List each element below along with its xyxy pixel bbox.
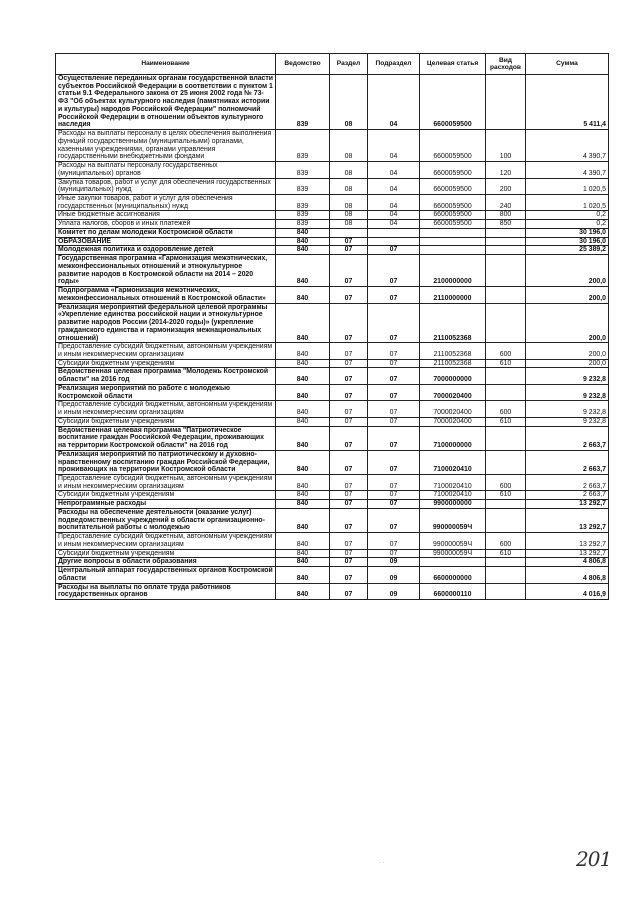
header-department: Ведомство bbox=[276, 54, 330, 75]
row-target-article-cell: 7100020410 bbox=[420, 491, 486, 500]
row-section-cell: 08 bbox=[330, 130, 368, 162]
row-expense-type-cell bbox=[486, 255, 526, 287]
row-section-cell: 07 bbox=[330, 500, 368, 509]
row-amount-cell: 30 196,0 bbox=[526, 237, 609, 246]
header-expense-type: Вид расходов bbox=[486, 54, 526, 75]
row-amount-cell: 13 292,7 bbox=[526, 549, 609, 558]
table-row bbox=[56, 583, 609, 599]
row-amount-cell: 1 020,5 bbox=[526, 195, 609, 211]
row-section-cell: 07 bbox=[330, 287, 368, 303]
row-department-cell: 840 bbox=[276, 567, 330, 583]
header-target-article: Целевая статья bbox=[420, 54, 486, 75]
row-department-cell: 839 bbox=[276, 211, 330, 220]
row-section-cell: 07 bbox=[330, 255, 368, 287]
row-name-cell: Расходы на выплаты персоналу государственных (муниципальных) органов bbox=[56, 162, 276, 178]
row-department-cell: 840 bbox=[276, 359, 330, 368]
row-name-cell: Подпрограмма «Гармонизация межэтнических, межконфессиональных отношений в Костромской области» bbox=[56, 287, 276, 303]
row-name-cell: Расходы на выплаты по оплате труда работников государственных органов bbox=[56, 583, 276, 599]
row-section-cell: 07 bbox=[330, 426, 368, 450]
row-expense-type-cell: 610 bbox=[486, 417, 526, 426]
table-row bbox=[56, 178, 609, 194]
row-target-article-cell bbox=[420, 246, 486, 255]
row-section-cell: 08 bbox=[330, 195, 368, 211]
row-section-cell: 07 bbox=[330, 508, 368, 532]
row-name-cell: Реализация мероприятий по работе с молодежью Костромской области bbox=[56, 384, 276, 400]
row-expense-type-cell: 610 bbox=[486, 491, 526, 500]
row-target-article-cell: 2100000000 bbox=[420, 255, 486, 287]
row-section-cell: 07 bbox=[330, 359, 368, 368]
table-row bbox=[56, 368, 609, 384]
row-expense-type-cell: 200 bbox=[486, 178, 526, 194]
row-section-cell: 07 bbox=[330, 558, 368, 567]
row-expense-type-cell bbox=[486, 75, 526, 130]
row-amount-cell: 200,0 bbox=[526, 287, 609, 303]
row-department-cell: 840 bbox=[276, 303, 330, 343]
row-name-cell: Предоставление субсидий бюджетным, автономным учреждениям и иным некоммерческим организациям bbox=[56, 343, 276, 359]
row-name-cell: Иные закупки товаров, работ и услуг для обеспечения государственных (муниципальных) нужд bbox=[56, 195, 276, 211]
row-expense-type-cell: 600 bbox=[486, 401, 526, 417]
row-expense-type-cell: 600 bbox=[486, 343, 526, 359]
row-target-article-cell: 7000020400 bbox=[420, 384, 486, 400]
row-section-cell: 07 bbox=[330, 567, 368, 583]
row-department-cell: 840 bbox=[276, 343, 330, 359]
header-amount: Сумма bbox=[526, 54, 609, 75]
table-row bbox=[56, 500, 609, 509]
table-row bbox=[56, 384, 609, 400]
row-department-cell: 840 bbox=[276, 558, 330, 567]
row-target-article-cell: 2110052368 bbox=[420, 359, 486, 368]
row-department-cell: 839 bbox=[276, 178, 330, 194]
row-department-cell: 840 bbox=[276, 287, 330, 303]
row-expense-type-cell bbox=[486, 237, 526, 246]
row-target-article-cell: 2110052368 bbox=[420, 303, 486, 343]
row-expense-type-cell: 610 bbox=[486, 359, 526, 368]
row-section-cell: 07 bbox=[330, 303, 368, 343]
row-department-cell: 840 bbox=[276, 583, 330, 599]
row-target-article-cell bbox=[420, 228, 486, 237]
row-name-cell: ОБРАЗОВАНИЕ bbox=[56, 237, 276, 246]
row-name-cell: Ведомственная целевая программа "Молодежь Костромской области" на 2016 год bbox=[56, 368, 276, 384]
row-name-cell: Субсидии бюджетным учреждениям bbox=[56, 417, 276, 426]
row-expense-type-cell bbox=[486, 508, 526, 532]
row-target-article-cell: 7000020400 bbox=[420, 417, 486, 426]
row-name-cell: Расходы на обеспечение деятельности (оказание услуг) подведомственных учреждений в области организационно-воспитательной работы с молодежью bbox=[56, 508, 276, 532]
row-subsection-cell: 04 bbox=[368, 162, 420, 178]
header-section: Раздел bbox=[330, 54, 368, 75]
row-expense-type-cell: 120 bbox=[486, 162, 526, 178]
row-target-article-cell: 6600059500 bbox=[420, 130, 486, 162]
row-department-cell: 839 bbox=[276, 75, 330, 130]
row-subsection-cell: 07 bbox=[368, 549, 420, 558]
row-expense-type-cell bbox=[486, 583, 526, 599]
table-row bbox=[56, 417, 609, 426]
row-section-cell bbox=[330, 228, 368, 237]
row-department-cell: 840 bbox=[276, 426, 330, 450]
row-section-cell: 08 bbox=[330, 211, 368, 220]
row-amount-cell: 9 232,8 bbox=[526, 368, 609, 384]
row-name-cell: Предоставление субсидий бюджетным, автономным учреждениям и иным некоммерческим организациям bbox=[56, 533, 276, 549]
table-row bbox=[56, 130, 609, 162]
row-amount-cell: 200,0 bbox=[526, 359, 609, 368]
row-name-cell: Субсидии бюджетным учреждениям bbox=[56, 549, 276, 558]
row-subsection-cell: 07 bbox=[368, 246, 420, 255]
row-target-article-cell: 9900000000 bbox=[420, 500, 486, 509]
row-amount-cell: 4 806,8 bbox=[526, 567, 609, 583]
row-department-cell: 840 bbox=[276, 237, 330, 246]
table-row bbox=[56, 491, 609, 500]
table-row bbox=[56, 195, 609, 211]
row-target-article-cell: 6600059500 bbox=[420, 178, 486, 194]
row-department-cell: 840 bbox=[276, 384, 330, 400]
row-amount-cell: 0,2 bbox=[526, 211, 609, 220]
row-target-article-cell: 990000059Ч bbox=[420, 533, 486, 549]
row-section-cell: 08 bbox=[330, 220, 368, 229]
row-amount-cell: 2 663,7 bbox=[526, 450, 609, 474]
row-amount-cell: 2 663,7 bbox=[526, 474, 609, 490]
row-amount-cell: 9 232,8 bbox=[526, 384, 609, 400]
row-amount-cell: 4 016,9 bbox=[526, 583, 609, 599]
row-target-article-cell: 6600059500 bbox=[420, 162, 486, 178]
scan-mark: · · bbox=[379, 860, 385, 866]
row-name-cell: Непрограммные расходы bbox=[56, 500, 276, 509]
row-department-cell: 839 bbox=[276, 220, 330, 229]
row-department-cell: 839 bbox=[276, 130, 330, 162]
row-section-cell: 07 bbox=[330, 474, 368, 490]
row-amount-cell: 13 292,7 bbox=[526, 533, 609, 549]
row-department-cell: 840 bbox=[276, 450, 330, 474]
row-name-cell: Закупка товаров, работ и услуг для обеспечения государственных (муниципальных) нужд bbox=[56, 178, 276, 194]
row-amount-cell: 4 806,8 bbox=[526, 558, 609, 567]
row-expense-type-cell bbox=[486, 228, 526, 237]
row-expense-type-cell: 600 bbox=[486, 474, 526, 490]
row-target-article-cell: 2110000000 bbox=[420, 287, 486, 303]
row-subsection-cell: 04 bbox=[368, 195, 420, 211]
table-row bbox=[56, 567, 609, 583]
row-target-article-cell: 7000000000 bbox=[420, 368, 486, 384]
row-subsection-cell: 04 bbox=[368, 178, 420, 194]
row-target-article-cell: 6600059500 bbox=[420, 220, 486, 229]
row-expense-type-cell bbox=[486, 558, 526, 567]
table-row bbox=[56, 246, 609, 255]
table-row bbox=[56, 533, 609, 549]
row-name-cell: Субсидии бюджетным учреждениям bbox=[56, 359, 276, 368]
row-subsection-cell: 07 bbox=[368, 287, 420, 303]
row-name-cell: Осуществление переданных органам государственной власти субъектов Российской Федерации в соответствии с пунктом 1 статьи 9.1 Федерального закона от 25 июня 2002 года № 73-ФЗ "Об объектах культурного наследия (памятниках истории и культуры) народов Российской Федерации" полномочий Российской Федерации в отношении объектов культурного наследия bbox=[56, 75, 276, 130]
row-subsection-cell bbox=[368, 228, 420, 237]
row-section-cell: 07 bbox=[330, 343, 368, 359]
row-section-cell: 08 bbox=[330, 162, 368, 178]
table-row bbox=[56, 228, 609, 237]
table-row bbox=[56, 474, 609, 490]
row-amount-cell: 30 196,0 bbox=[526, 228, 609, 237]
table-row bbox=[56, 343, 609, 359]
row-expense-type-cell: 610 bbox=[486, 549, 526, 558]
table-row bbox=[56, 508, 609, 532]
row-section-cell: 07 bbox=[330, 417, 368, 426]
row-amount-cell: 25 389,2 bbox=[526, 246, 609, 255]
row-expense-type-cell bbox=[486, 426, 526, 450]
row-amount-cell: 200,0 bbox=[526, 255, 609, 287]
row-expense-type-cell bbox=[486, 246, 526, 255]
row-department-cell: 840 bbox=[276, 491, 330, 500]
row-subsection-cell: 07 bbox=[368, 450, 420, 474]
row-target-article-cell: 2110052368 bbox=[420, 343, 486, 359]
row-target-article-cell: 6600000000 bbox=[420, 567, 486, 583]
row-department-cell: 840 bbox=[276, 417, 330, 426]
table-header-row bbox=[56, 54, 609, 75]
row-subsection-cell: 04 bbox=[368, 211, 420, 220]
row-expense-type-cell bbox=[486, 450, 526, 474]
header-name: Наименование bbox=[56, 54, 276, 75]
row-name-cell: Уплата налогов, сборов и иных платежей bbox=[56, 220, 276, 229]
row-name-cell: Центральный аппарат государственных органов Костромской области bbox=[56, 567, 276, 583]
row-subsection-cell: 07 bbox=[368, 426, 420, 450]
row-subsection-cell: 07 bbox=[368, 303, 420, 343]
row-amount-cell: 200,0 bbox=[526, 303, 609, 343]
row-subsection-cell: 07 bbox=[368, 401, 420, 417]
row-target-article-cell: 990000059Ч bbox=[420, 508, 486, 532]
row-expense-type-cell bbox=[486, 287, 526, 303]
row-department-cell: 840 bbox=[276, 533, 330, 549]
row-department-cell: 839 bbox=[276, 162, 330, 178]
row-subsection-cell: 07 bbox=[368, 417, 420, 426]
row-subsection-cell: 07 bbox=[368, 474, 420, 490]
table-row bbox=[56, 549, 609, 558]
row-subsection-cell: 07 bbox=[368, 508, 420, 532]
row-subsection-cell: 09 bbox=[368, 567, 420, 583]
row-name-cell: Государственная программа «Гармонизация межэтнических, межконфессиональных отношений и этнокультурное развитие народов в Костромской области на 2014 – 2020 годы» bbox=[56, 255, 276, 287]
row-department-cell: 840 bbox=[276, 255, 330, 287]
row-department-cell: 840 bbox=[276, 228, 330, 237]
row-target-article-cell: 990000059Ч bbox=[420, 549, 486, 558]
row-subsection-cell: 09 bbox=[368, 583, 420, 599]
row-section-cell: 07 bbox=[330, 368, 368, 384]
row-name-cell: Предоставление субсидий бюджетным, автономным учреждениям и иным некоммерческим организациям bbox=[56, 474, 276, 490]
row-name-cell: Предоставление субсидий бюджетным, автономным учреждениям и иным некоммерческим организациям bbox=[56, 401, 276, 417]
row-target-article-cell: 6600059500 bbox=[420, 195, 486, 211]
row-section-cell: 07 bbox=[330, 491, 368, 500]
row-department-cell: 840 bbox=[276, 401, 330, 417]
row-subsection-cell: 07 bbox=[368, 500, 420, 509]
row-expense-type-cell bbox=[486, 500, 526, 509]
row-amount-cell: 5 411,4 bbox=[526, 75, 609, 130]
row-expense-type-cell: 240 bbox=[486, 195, 526, 211]
row-section-cell: 07 bbox=[330, 583, 368, 599]
row-name-cell: Молодежная политика и оздоровление детей bbox=[56, 246, 276, 255]
row-subsection-cell: 04 bbox=[368, 130, 420, 162]
row-amount-cell: 2 663,7 bbox=[526, 426, 609, 450]
row-expense-type-cell: 850 bbox=[486, 220, 526, 229]
table-row bbox=[56, 162, 609, 178]
table-row bbox=[56, 450, 609, 474]
row-department-cell: 840 bbox=[276, 368, 330, 384]
row-target-article-cell: 6600059500 bbox=[420, 75, 486, 130]
table-row bbox=[56, 237, 609, 246]
row-amount-cell: 0,2 bbox=[526, 220, 609, 229]
table-row bbox=[56, 359, 609, 368]
row-amount-cell: 9 232,8 bbox=[526, 417, 609, 426]
row-department-cell: 839 bbox=[276, 195, 330, 211]
row-amount-cell: 9 232,8 bbox=[526, 401, 609, 417]
table-row bbox=[56, 75, 609, 130]
row-section-cell: 07 bbox=[330, 401, 368, 417]
table-body bbox=[56, 75, 609, 600]
row-amount-cell: 4 390,7 bbox=[526, 130, 609, 162]
row-department-cell: 840 bbox=[276, 474, 330, 490]
row-section-cell: 07 bbox=[330, 237, 368, 246]
row-expense-type-cell: 100 bbox=[486, 130, 526, 162]
row-section-cell: 08 bbox=[330, 178, 368, 194]
row-target-article-cell: 7100020410 bbox=[420, 474, 486, 490]
row-amount-cell: 2 663,7 bbox=[526, 491, 609, 500]
row-name-cell: Иные бюджетные ассигнования bbox=[56, 211, 276, 220]
row-department-cell: 840 bbox=[276, 549, 330, 558]
row-subsection-cell: 04 bbox=[368, 75, 420, 130]
table-row bbox=[56, 401, 609, 417]
page-number: 201 bbox=[576, 847, 612, 871]
row-subsection-cell bbox=[368, 237, 420, 246]
row-expense-type-cell bbox=[486, 567, 526, 583]
row-department-cell: 840 bbox=[276, 500, 330, 509]
row-expense-type-cell: 600 bbox=[486, 533, 526, 549]
row-subsection-cell: 07 bbox=[368, 359, 420, 368]
row-name-cell: Ведомственная целевая программа "Патриотическое воспитание граждан Российской Федерации, проживающих на территории Костромской области" на 2016 год bbox=[56, 426, 276, 450]
row-expense-type-cell: 800 bbox=[486, 211, 526, 220]
row-name-cell: Комитет по делам молодежи Костромской области bbox=[56, 228, 276, 237]
row-subsection-cell: 07 bbox=[368, 533, 420, 549]
row-target-article-cell: 7100000000 bbox=[420, 426, 486, 450]
row-section-cell: 07 bbox=[330, 450, 368, 474]
table-row bbox=[56, 558, 609, 567]
budget-table bbox=[55, 53, 609, 600]
row-name-cell: Реализация мероприятий по патриотическому и духовно-нравственному воспитанию граждан Российской Федерации, проживающих на территории Костромской области bbox=[56, 450, 276, 474]
table-row bbox=[56, 220, 609, 229]
row-expense-type-cell bbox=[486, 303, 526, 343]
row-amount-cell: 4 390,7 bbox=[526, 162, 609, 178]
table-row bbox=[56, 303, 609, 343]
row-department-cell: 840 bbox=[276, 508, 330, 532]
row-amount-cell: 1 020,5 bbox=[526, 178, 609, 194]
row-name-cell: Расходы на выплаты персоналу в целях обеспечения выполнения функций государственными (муниципальными) органами, казенными учреждениями, органами управления государственными внебюджетными фондами bbox=[56, 130, 276, 162]
table-row bbox=[56, 255, 609, 287]
table-row bbox=[56, 426, 609, 450]
row-expense-type-cell bbox=[486, 368, 526, 384]
row-subsection-cell: 07 bbox=[368, 491, 420, 500]
row-department-cell: 840 bbox=[276, 246, 330, 255]
row-subsection-cell: 07 bbox=[368, 384, 420, 400]
row-subsection-cell: 07 bbox=[368, 368, 420, 384]
table-row bbox=[56, 287, 609, 303]
row-section-cell: 07 bbox=[330, 246, 368, 255]
row-section-cell: 08 bbox=[330, 75, 368, 130]
row-name-cell: Субсидии бюджетным учреждениям bbox=[56, 491, 276, 500]
row-target-article-cell bbox=[420, 237, 486, 246]
row-subsection-cell: 07 bbox=[368, 343, 420, 359]
row-subsection-cell: 04 bbox=[368, 220, 420, 229]
row-expense-type-cell bbox=[486, 384, 526, 400]
table-row bbox=[56, 211, 609, 220]
row-amount-cell: 200,0 bbox=[526, 343, 609, 359]
row-section-cell: 07 bbox=[330, 384, 368, 400]
row-target-article-cell: 6600000110 bbox=[420, 583, 486, 599]
row-target-article-cell bbox=[420, 558, 486, 567]
row-amount-cell: 13 292,7 bbox=[526, 500, 609, 509]
row-target-article-cell: 6600059500 bbox=[420, 211, 486, 220]
row-target-article-cell: 7100020410 bbox=[420, 450, 486, 474]
row-section-cell: 07 bbox=[330, 533, 368, 549]
row-amount-cell: 13 292,7 bbox=[526, 508, 609, 532]
row-target-article-cell: 7000020400 bbox=[420, 401, 486, 417]
row-name-cell: Другие вопросы в области образования bbox=[56, 558, 276, 567]
row-name-cell: Реализация мероприятий федеральной целевой программы «Укрепление единства российской нации и этнокультурное развитие народов России (2014-2020 годы)» (укрепление гражданского единства и гармонизация межнациональных отношений) bbox=[56, 303, 276, 343]
row-subsection-cell: 09 bbox=[368, 558, 420, 567]
header-subsection: Подраздел bbox=[368, 54, 420, 75]
row-subsection-cell: 07 bbox=[368, 255, 420, 287]
row-section-cell: 07 bbox=[330, 549, 368, 558]
